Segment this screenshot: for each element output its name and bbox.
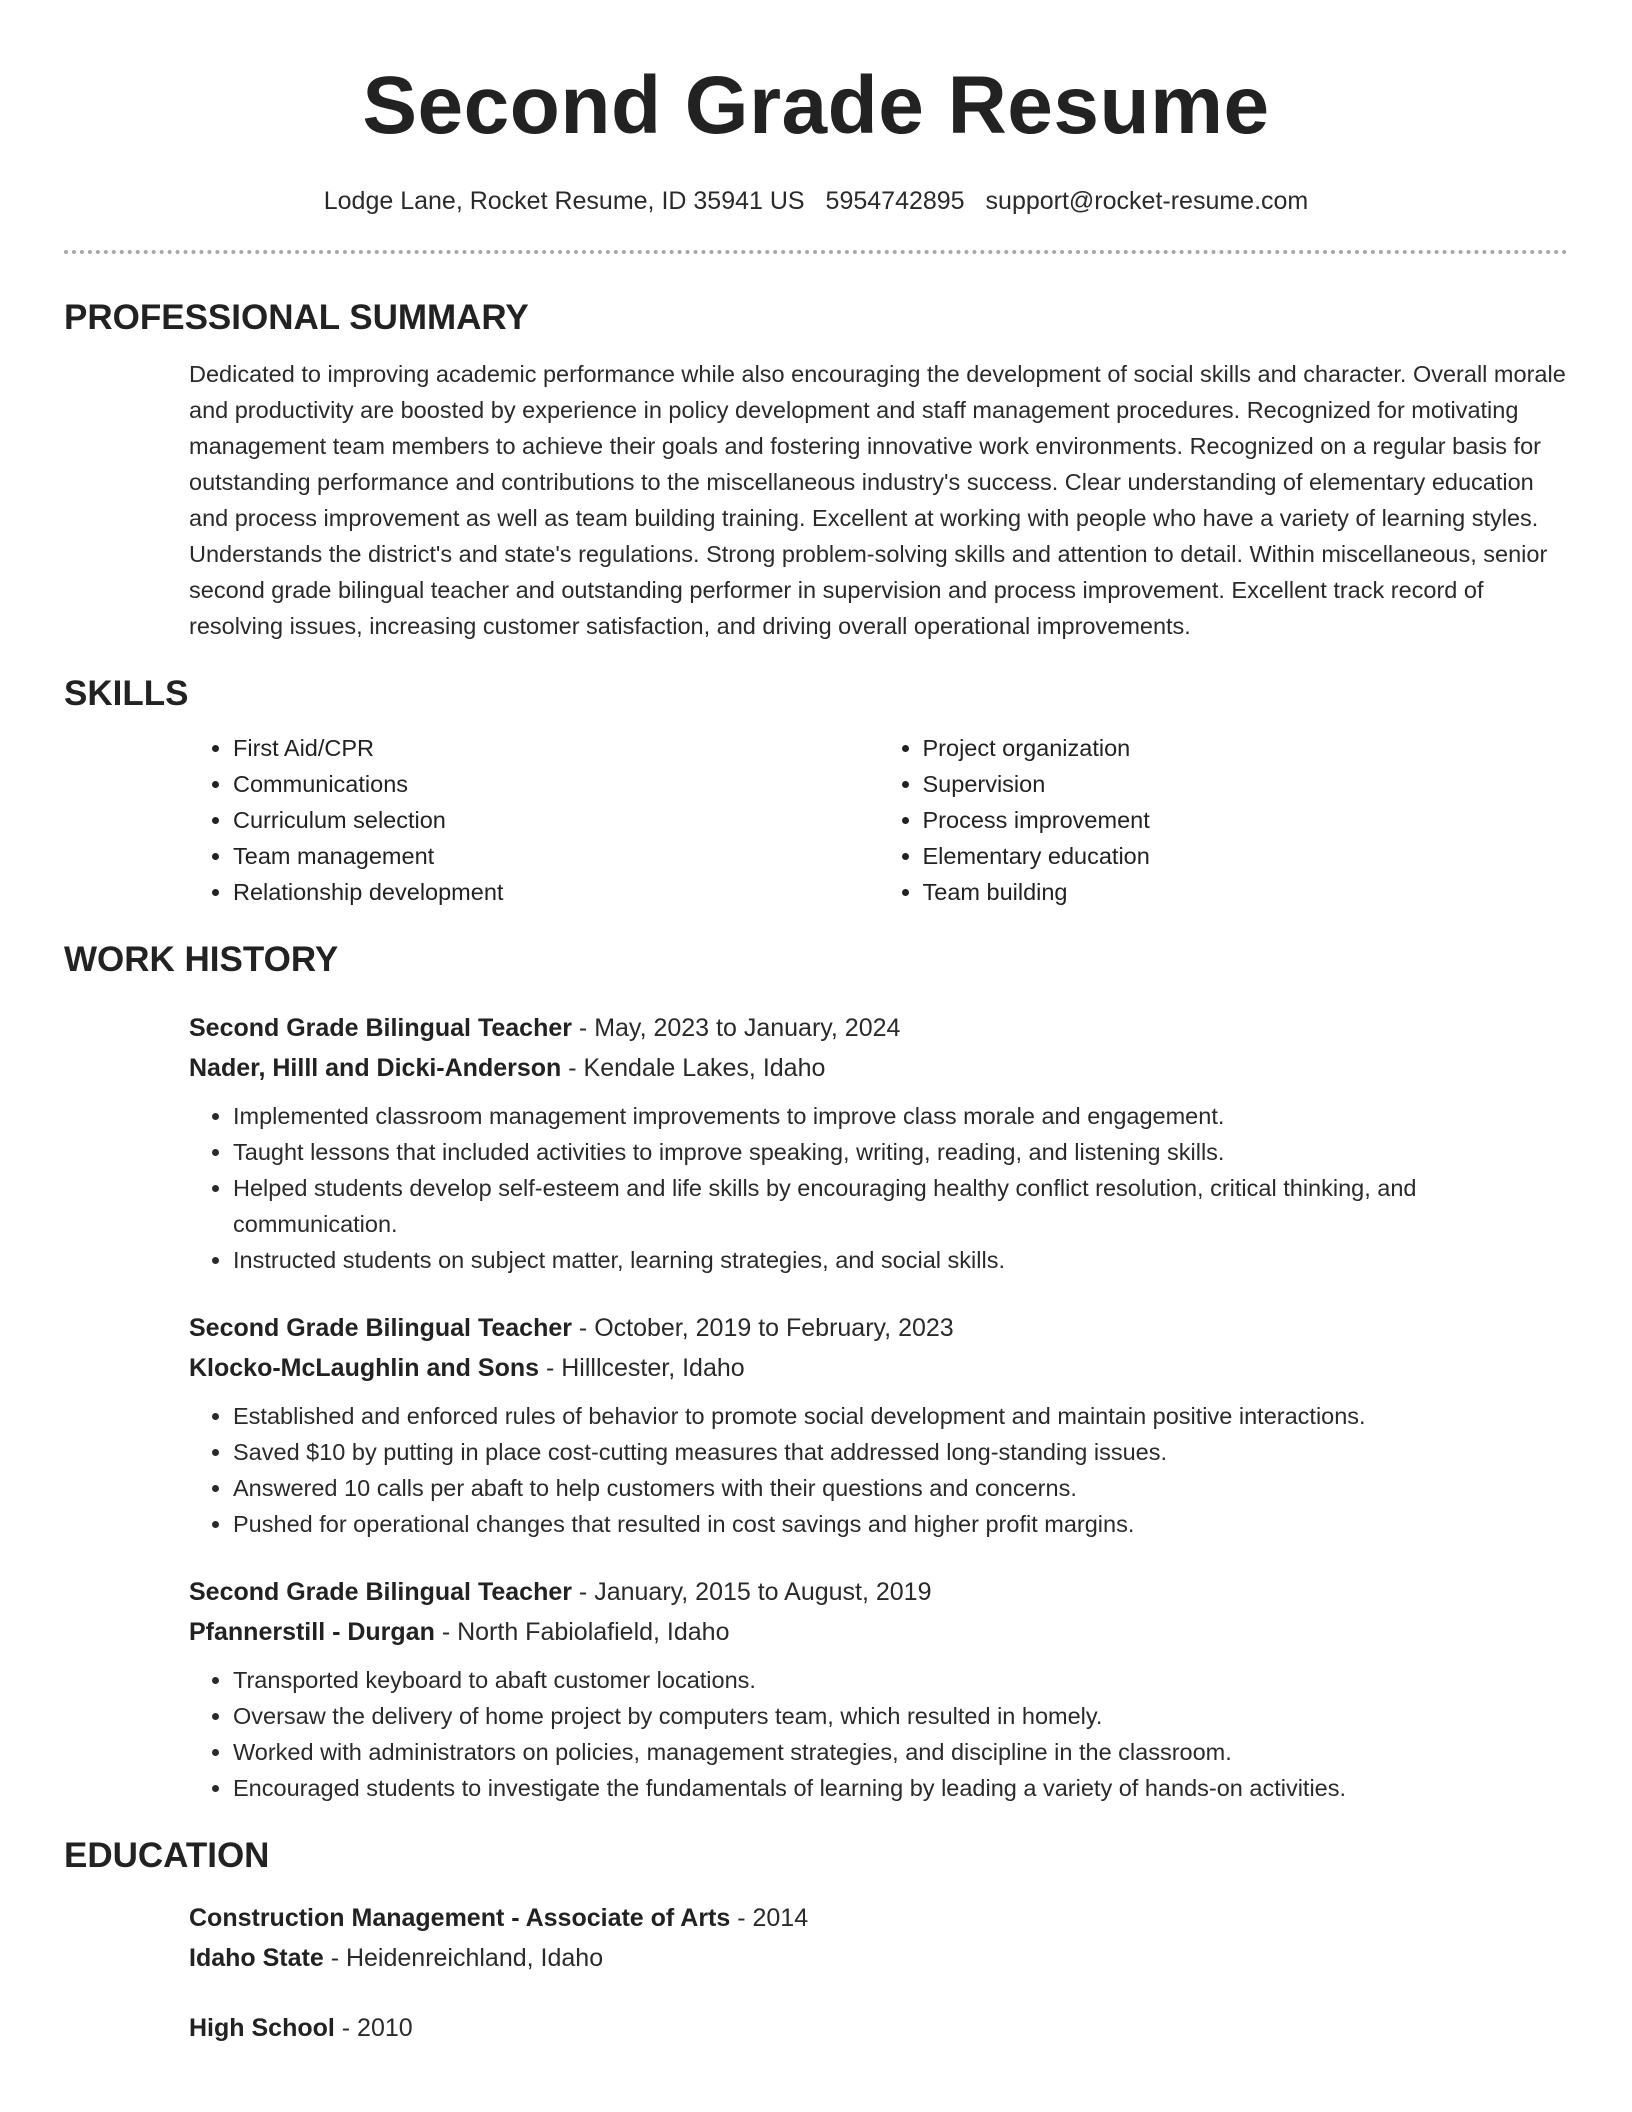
job-title-line <box>189 1572 1568 1612</box>
skill-item: • Process improvement <box>923 802 1569 838</box>
education-year: - 2014 <box>730 1904 809 1932</box>
job-company-line <box>189 1348 1568 1388</box>
job-entry <box>189 1308 1568 1542</box>
job-bullets <box>189 1098 1568 1278</box>
skill-item: • Communications <box>233 766 879 802</box>
education-heading: EDUCATION <box>64 1836 270 1875</box>
skill-item: • First Aid/CPR <box>233 730 879 766</box>
education-degree-line <box>189 1898 1568 1938</box>
education-year: - 2010 <box>334 2014 413 2042</box>
education-entry <box>189 2008 1568 2048</box>
job-location: - Hilllcester, Idaho <box>539 1354 745 1382</box>
job-bullet: • Helped students develop self-esteem and life skills by encouraging healthy conflict resolution, critical thinking, and communication. <box>233 1170 1568 1242</box>
contact-line <box>64 184 1568 218</box>
job-role: Second Grade Bilingual Teacher <box>189 1014 572 1042</box>
job-bullet: • Pushed for operational changes that resulted in cost savings and higher profit margins. <box>233 1506 1568 1542</box>
job-company: Klocko-McLaughlin and Sons <box>189 1354 540 1382</box>
skill-item: • Elementary education <box>923 838 1569 874</box>
skill-item: • Supervision <box>923 766 1569 802</box>
education-entry <box>189 1898 1568 1978</box>
skills-heading: SKILLS <box>64 674 189 713</box>
summary-text: Dedicated to improving academic performance while also encouraging the development of social skills and character. Overall morale and productivity are boosted by experience in policy development and staff management procedures. Recognized for motivating management team members to achieve their goals and fostering innovative work environments. Recognized on a regular basis for outstanding performance and contributions to the miscellaneous industry's success. Clear understanding of elementary education and process improvement as well as team building training. Excellent at working with people who have a variety of learning styles. Understands the district's and state's regulations. Strong problem-solving skills and attention to detail. Within miscellaneous, senior second grade bilingual teacher and outstanding performer in supervision and process improvement. Excellent track record of resolving issues, increasing customer satisfaction, and driving overall operational improvements. <box>189 361 1566 639</box>
skill-item: • Project organization <box>923 730 1569 766</box>
contact-address: Lodge Lane, Rocket Resume, ID 35941 US <box>323 187 805 215</box>
summary-heading: PROFESSIONAL SUMMARY <box>64 298 529 337</box>
skill-item: • Relationship development <box>233 874 879 910</box>
skill-item: • Team management <box>233 838 879 874</box>
contact-email: support@rocket-resume.com <box>985 187 1309 215</box>
job-entry <box>189 1008 1568 1278</box>
education-school: Idaho State <box>189 1944 324 1972</box>
resume-page <box>64 0 1568 2048</box>
job-dates: - October, 2019 to February, 2023 <box>571 1314 954 1342</box>
job-bullet: • Encouraged students to investigate the fundamentals of learning by leading a variety of hands-on activities. <box>233 1770 1568 1806</box>
skill-item: • Curriculum selection <box>233 802 879 838</box>
job-location: - North Fabiolafield, Idaho <box>434 1618 730 1646</box>
job-title-line <box>189 1308 1568 1348</box>
job-bullet: • Oversaw the delivery of home project by computers team, which resulted in homely. <box>233 1698 1568 1734</box>
education-location: - Heidenreichland, Idaho <box>323 1944 604 1972</box>
job-bullets <box>189 1662 1568 1806</box>
job-bullets <box>189 1398 1568 1542</box>
job-company-line <box>189 1612 1568 1652</box>
header-divider <box>64 250 1568 254</box>
job-bullet: • Taught lessons that included activities to improve speaking, writing, reading, and listening skills. <box>233 1134 1568 1170</box>
skills-list <box>189 730 1568 910</box>
skills-column-left <box>189 730 879 910</box>
job-title-line <box>189 1008 1568 1048</box>
job-location: - Kendale Lakes, Idaho <box>561 1054 826 1082</box>
job-role: Second Grade Bilingual Teacher <box>189 1578 572 1606</box>
education-school-line <box>189 1938 1568 1978</box>
job-dates: - May, 2023 to January, 2024 <box>571 1014 901 1042</box>
job-bullet: • Implemented classroom management improvements to improve class morale and engagement. <box>233 1098 1568 1134</box>
job-company-line <box>189 1048 1568 1088</box>
job-bullet: • Saved $10 by putting in place cost-cutting measures that addressed long-standing issues. <box>233 1434 1568 1470</box>
job-bullet: • Established and enforced rules of behavior to promote social development and maintain positive interactions. <box>233 1398 1568 1434</box>
job-dates: - January, 2015 to August, 2019 <box>571 1578 932 1606</box>
work-history-heading: WORK HISTORY <box>64 940 339 979</box>
job-bullet: • Transported keyboard to abaft customer locations. <box>233 1662 1568 1698</box>
education-degree-line <box>189 2008 1568 2048</box>
job-entry <box>189 1572 1568 1806</box>
job-bullet: • Worked with administrators on policies, management strategies, and discipline in the classroom. <box>233 1734 1568 1770</box>
job-company: Pfannerstill - Durgan <box>189 1618 435 1646</box>
job-company: Nader, Hilll and Dicki-Anderson <box>189 1054 562 1082</box>
skills-column-right <box>879 730 1569 910</box>
contact-phone: 5954742895 <box>825 187 965 215</box>
resume-name: Second Grade Resume <box>362 60 1270 151</box>
job-role: Second Grade Bilingual Teacher <box>189 1314 572 1342</box>
education-degree: High School <box>189 2014 335 2042</box>
education-degree: Construction Management - Associate of Arts <box>189 1904 731 1932</box>
job-bullet: • Instructed students on subject matter, learning strategies, and social skills. <box>233 1242 1568 1278</box>
job-bullet: • Answered 10 calls per abaft to help customers with their questions and concerns. <box>233 1470 1568 1506</box>
skill-item: • Team building <box>923 874 1569 910</box>
